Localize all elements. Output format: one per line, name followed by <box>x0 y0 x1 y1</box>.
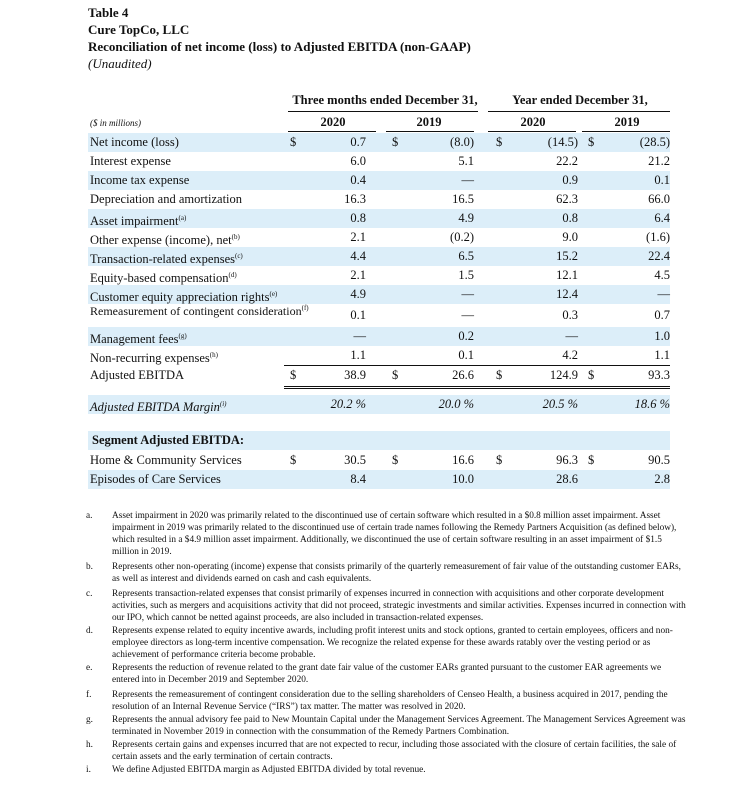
rule <box>288 131 376 132</box>
row-label-text: Customer equity appreciation rights <box>90 290 270 305</box>
table-row <box>88 247 670 266</box>
rule <box>488 111 670 112</box>
table-row <box>88 209 670 228</box>
column-group-year: Year ended December 31, <box>512 93 648 107</box>
row-label <box>90 348 218 366</box>
footnote-ref: (i) <box>219 400 227 408</box>
footnote-ref: (f) <box>301 304 309 312</box>
footnote-text: Represents expense related to equity incentive awards, including profit interest units and stock options, granted to certain employees, officers and non-employee directors as long-term incentive compensation. We recognize the related expense for these awards ratably over the vesting period or as achievement of performance criteria become probable. <box>112 626 673 660</box>
dollar-sign: $ <box>588 453 595 467</box>
cell-value: 0.2 <box>458 329 474 343</box>
row-label <box>90 230 240 248</box>
footnote-ref: (c) <box>234 252 243 260</box>
dollar-sign: $ <box>496 453 503 467</box>
row-label <box>90 211 186 229</box>
footnote-mark: g. <box>86 715 93 725</box>
cell-value: 15.2 <box>556 249 578 263</box>
cell-value: 124.9 <box>549 368 578 382</box>
row-label-text: Transaction-related expenses <box>90 252 235 267</box>
dollar-sign: $ <box>392 453 399 467</box>
cell-value: 90.5 <box>648 453 670 467</box>
table-row <box>88 133 670 152</box>
footnote-mark: b. <box>86 562 93 572</box>
table-row <box>88 395 670 414</box>
cell-value: 1.5 <box>458 268 474 282</box>
cell-value: 2.1 <box>350 230 366 244</box>
rule <box>582 131 670 132</box>
footnote-mark: h. <box>86 740 93 750</box>
rule <box>284 365 670 366</box>
cell-value: 22.2 <box>556 154 578 168</box>
cell-value: 4.9 <box>458 211 474 225</box>
cell-value: 62.3 <box>556 192 578 206</box>
footnote-text: Represents the remeasurement of contingent consideration due to the selling shareholders of Censeo Health, a business acquired in 2017, pending the resolution of an Internal Revenue Service (“IRS”) tax matter. The matter was resolved in 2020. <box>112 690 668 712</box>
row-label <box>90 192 242 207</box>
footnote-mark: f. <box>86 690 92 700</box>
row-label-text: Equity-based compensation <box>90 271 229 286</box>
row-label-text: Home & Community Services <box>90 453 242 467</box>
cell-value: 16.6 <box>452 453 474 467</box>
cell-value: 20.5 % <box>542 397 578 411</box>
cell-value: — <box>353 329 366 343</box>
segment-title-row <box>88 431 670 450</box>
cell-value: 4.5 <box>654 268 670 282</box>
cell-value: 0.8 <box>350 211 366 225</box>
row-label-text: Net income (loss) <box>90 135 179 149</box>
cell-value: 1.1 <box>350 348 366 362</box>
cell-value: 2.8 <box>654 472 670 486</box>
row-label-text: Non-recurring expenses <box>90 351 210 366</box>
table-row <box>88 451 670 470</box>
table-row <box>88 470 670 489</box>
cell-value: 0.8 <box>562 211 578 225</box>
dollar-sign: $ <box>290 368 297 382</box>
cell-value: 8.4 <box>350 472 366 486</box>
cell-value: 16.3 <box>344 192 366 206</box>
dollar-sign: $ <box>496 368 503 382</box>
cell-value: 0.7 <box>654 308 670 322</box>
cell-value: 96.3 <box>556 453 578 467</box>
footnote-text: Asset impairment in 2020 was primarily related to the discontinued use of certain software which resulted in a $0.8 million asset impairment. Asset impairment in 2019 was primarily related to the discontinued use of certain trade names following the Remedy Partners Acquisition (as defined below), which resulted in a $4.9 million asset impairment. Additionally, we discontinued the use of certain software resulting in an asset impairment of $1.5 million in 2019. <box>112 511 677 557</box>
rule <box>488 131 576 132</box>
cell-value: 4.2 <box>562 348 578 362</box>
dollar-sign: $ <box>588 135 595 149</box>
row-label-text: Adjusted EBITDA Margin <box>90 400 220 415</box>
cell-value: 38.9 <box>344 368 366 382</box>
row-label-text: Income tax expense <box>90 173 190 187</box>
cell-value: — <box>461 287 474 301</box>
row-label <box>90 268 237 286</box>
row-label <box>90 135 179 150</box>
dollar-sign: $ <box>392 135 399 149</box>
row-label-text: Adjusted EBITDA <box>90 368 185 382</box>
cell-value: 4.9 <box>350 287 366 301</box>
cell-value: 21.2 <box>648 154 670 168</box>
cell-value: — <box>565 329 578 343</box>
row-label <box>90 302 309 323</box>
cell-value: (14.5) <box>547 135 578 149</box>
cell-value: 9.0 <box>562 230 578 244</box>
footnote-mark: e. <box>86 663 93 673</box>
cell-value: 30.5 <box>344 453 366 467</box>
footnote-text: Represents the annual advisory fee paid to New Mountain Capital under the Management Services Agreement. The Management Services Agreement was terminated in November 2019 in connection with the consummation of the Remedy Partners Combination. <box>112 715 686 737</box>
table-row <box>88 366 670 385</box>
row-label <box>90 154 171 169</box>
segment-title: Segment Adjusted EBITDA: <box>92 433 245 447</box>
table-row <box>88 306 670 325</box>
company-name: Cure TopCo, LLC <box>88 22 190 37</box>
footnote-ref: (h) <box>209 351 218 359</box>
table-row <box>88 266 670 285</box>
table-title: Reconciliation of net income (loss) to Adjusted EBITDA (non-GAAP) <box>88 39 471 54</box>
rule <box>284 386 670 387</box>
cell-value: 1.1 <box>654 348 670 362</box>
row-label <box>90 173 189 188</box>
cell-value: 28.6 <box>556 472 578 486</box>
cell-value: (1.6) <box>646 230 670 244</box>
table-row <box>88 190 670 209</box>
row-label-text: Asset impairment <box>90 214 179 229</box>
cell-value: 93.3 <box>648 368 670 382</box>
row-label <box>90 329 187 347</box>
table-row <box>88 171 670 190</box>
cell-value: 22.4 <box>648 249 670 263</box>
footnote-text: We define Adjusted EBITDA margin as Adjusted EBITDA divided by total revenue. <box>112 765 426 775</box>
footnote-ref: (g) <box>178 332 187 340</box>
cell-value: 0.1 <box>458 348 474 362</box>
cell-value: 4.4 <box>350 249 366 263</box>
cell-value: — <box>657 287 670 301</box>
dollar-sign: $ <box>290 135 297 149</box>
footnote-text: Represents other non-operating (income) expense that consists primarily of the quarterly remeasurement of fair value of the outstanding customer EARs, as well as interest and dividends earned on cash and cash equivalents. <box>112 562 682 584</box>
cell-value: 20.0 % <box>438 397 474 411</box>
cell-value: 10.0 <box>452 472 474 486</box>
cell-value: 2.1 <box>350 268 366 282</box>
row-label <box>90 472 221 487</box>
row-label <box>90 368 184 383</box>
table-subtitle: (Unaudited) <box>88 56 152 71</box>
row-label-text: Depreciation and amortization <box>90 192 243 206</box>
year-header: 2020 <box>520 115 546 129</box>
cell-value: (28.5) <box>639 135 670 149</box>
row-label-text: Other expense (income), net <box>90 233 232 248</box>
footnote-ref: (d) <box>228 271 237 279</box>
cell-value: 0.4 <box>350 173 366 187</box>
rule <box>386 131 474 132</box>
cell-value: 6.0 <box>350 154 366 168</box>
row-label-text: Remeasurement of contingent consideration <box>90 304 302 318</box>
year-header: 2019 <box>416 115 442 129</box>
cell-value: 12.1 <box>556 268 578 282</box>
footnote-mark: a. <box>86 511 93 521</box>
row-label <box>90 249 243 267</box>
cell-value: 6.5 <box>458 249 474 263</box>
cell-value: (8.0) <box>450 135 474 149</box>
row-label-text: Episodes of Care Services <box>90 472 221 486</box>
table-row <box>88 327 670 346</box>
cell-value: 16.5 <box>452 192 474 206</box>
footnote-ref: (a) <box>178 214 187 222</box>
cell-value: 6.4 <box>654 211 670 225</box>
row-label <box>90 453 242 468</box>
footnote-ref: (e) <box>269 290 278 298</box>
cell-value: 5.1 <box>458 154 474 168</box>
year-header: 2019 <box>614 115 640 129</box>
row-label-text: Management fees <box>90 332 179 347</box>
rule <box>288 111 478 112</box>
cell-value: — <box>461 173 474 187</box>
footnote-mark: i. <box>86 765 91 775</box>
cell-value: 0.1 <box>654 173 670 187</box>
cell-value: — <box>461 308 474 322</box>
column-group-three-months: Three months ended December 31, <box>292 93 478 107</box>
cell-value: (0.2) <box>450 230 474 244</box>
footnote-text: Represents transaction-related expenses that consist primarily of expenses incurred in connection with acquisitions and other corporate development activities, such as mergers and acquisitions activity that did not proceed, strategic investments and similar activities. Expenses incurred in connection with our IPO, which cannot be netted against proceeds, are also included in transaction-related expenses. <box>112 589 686 623</box>
cell-value: 26.6 <box>452 368 474 382</box>
footnote-ref: (b) <box>231 233 240 241</box>
year-header: 2020 <box>320 115 346 129</box>
table-row <box>88 228 670 247</box>
rule <box>284 388 670 389</box>
footnote-text: Represents certain gains and expenses incurred that are not expected to recur, including those associated with the closure of certain facilities, the sale of certain assets and the early termination of certain contracts. <box>112 740 677 762</box>
cell-value: 66.0 <box>648 192 670 206</box>
table-row <box>88 346 670 365</box>
dollar-sign: $ <box>290 453 297 467</box>
dollar-sign: $ <box>588 368 595 382</box>
footnote-mark: c. <box>86 589 93 599</box>
footnote-text: Represents the reduction of revenue related to the grant date fair value of the customer EARs granted pursuant to the customer EAR agreements we entered into in December 2019 and September 2020. <box>112 663 662 685</box>
units-label: ($ in millions) <box>90 118 141 128</box>
cell-value: 1.0 <box>654 329 670 343</box>
dollar-sign: $ <box>496 135 503 149</box>
cell-value: 0.7 <box>350 135 366 149</box>
cell-value: 18.6 % <box>634 397 670 411</box>
cell-value: 12.4 <box>556 287 578 301</box>
table-row <box>88 152 670 171</box>
cell-value: 0.3 <box>562 308 578 322</box>
cell-value: 20.2 % <box>330 397 366 411</box>
dollar-sign: $ <box>392 368 399 382</box>
table-number: Table 4 <box>88 5 129 20</box>
cell-value: 0.9 <box>562 173 578 187</box>
footnote-mark: d. <box>86 626 93 636</box>
cell-value: 0.1 <box>350 308 366 322</box>
row-label-text: Interest expense <box>90 154 171 168</box>
row-label <box>90 397 226 415</box>
